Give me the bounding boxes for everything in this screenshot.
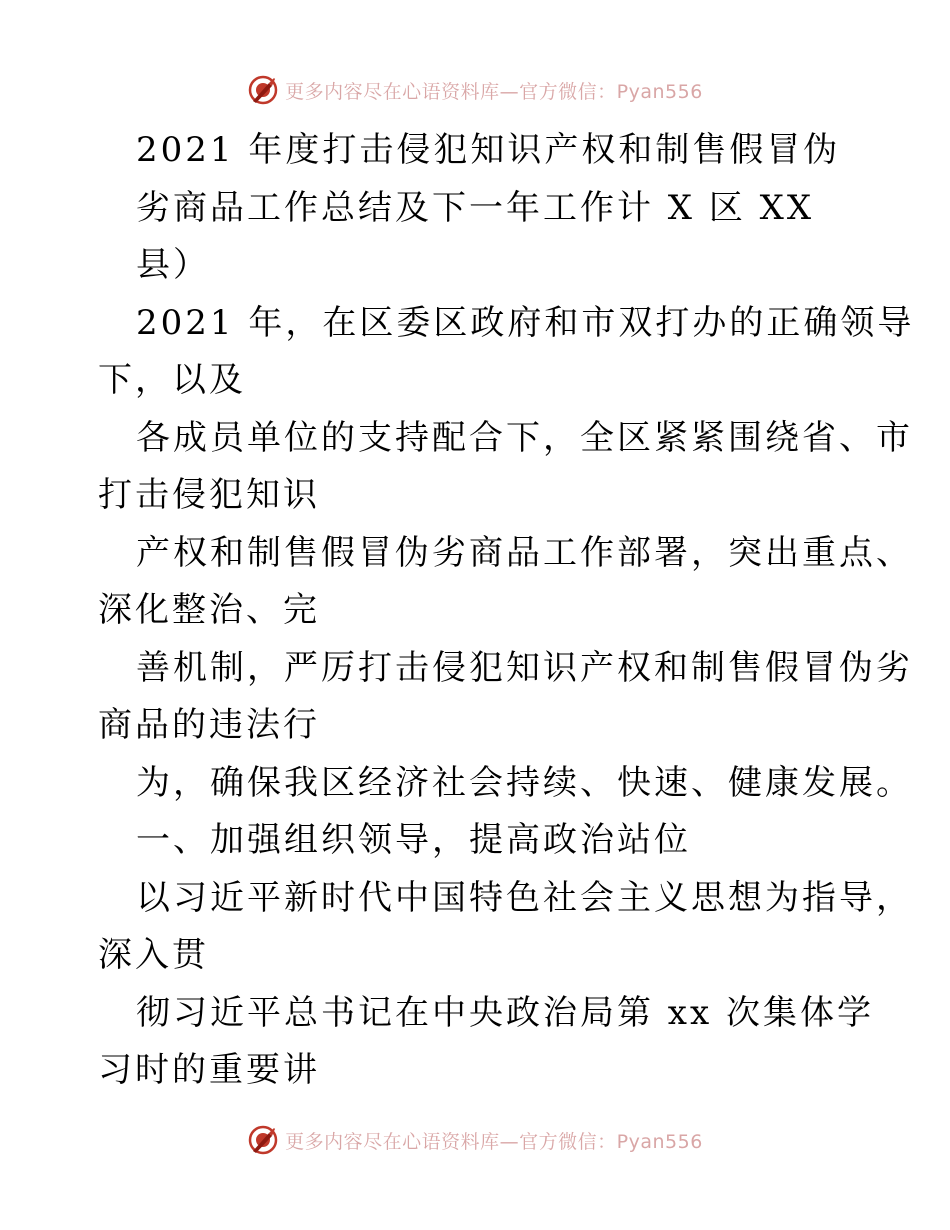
paragraph-line: 彻习近平总书记在中央政治局第 xx 次集体学 bbox=[136, 992, 874, 1033]
paragraph-line: 善机制，严厉打击侵犯知识产权和制售假冒伪劣 bbox=[136, 647, 913, 688]
document-body bbox=[98, 122, 915, 1100]
watermark-text: 更多内容尽在心语资料库—官方微信：Pyan556 bbox=[285, 80, 703, 103]
paragraph-line: 下，以及 bbox=[98, 360, 246, 400]
paragraph-line: 习时的重要讲 bbox=[98, 1050, 320, 1090]
pen-logo-icon bbox=[247, 1124, 279, 1156]
watermark-footer bbox=[0, 1120, 950, 1160]
watermark-text: 更多内容尽在心语资料库—官方微信：Pyan556 bbox=[285, 1130, 703, 1153]
title-line: 2021 年度打击侵犯知识产权和制售假冒伪 bbox=[136, 130, 841, 170]
paragraph-line: 产权和制售假冒伪劣商品工作部署，突出重点、 bbox=[136, 532, 913, 573]
paragraph-line: 以习近平新时代中国特色社会主义思想为指导， bbox=[136, 877, 913, 918]
paragraph-line: 2021 年，在区委区政府和市双打办的正确领导 bbox=[136, 302, 915, 343]
paragraph-line: 深入贯 bbox=[98, 935, 209, 975]
paragraph-line: 各成员单位的支持配合下，全区紧紧围绕省、市 bbox=[136, 417, 913, 458]
paragraph-line: 商品的违法行 bbox=[98, 705, 320, 745]
title-line: 县） bbox=[136, 245, 210, 285]
paragraph-line: 为，确保我区经济社会持续、快速、健康发展。 bbox=[136, 762, 913, 803]
paragraph-line: 深化整治、完 bbox=[98, 590, 320, 630]
pen-logo-icon bbox=[247, 74, 279, 106]
watermark-header bbox=[0, 70, 950, 110]
title-line: 劣商品工作总结及下一年工作计 X 区 XX bbox=[136, 187, 815, 228]
paragraph-line: 打击侵犯知识 bbox=[98, 475, 320, 515]
section-heading: 一、加强组织领导，提高政治站位 bbox=[136, 820, 691, 860]
